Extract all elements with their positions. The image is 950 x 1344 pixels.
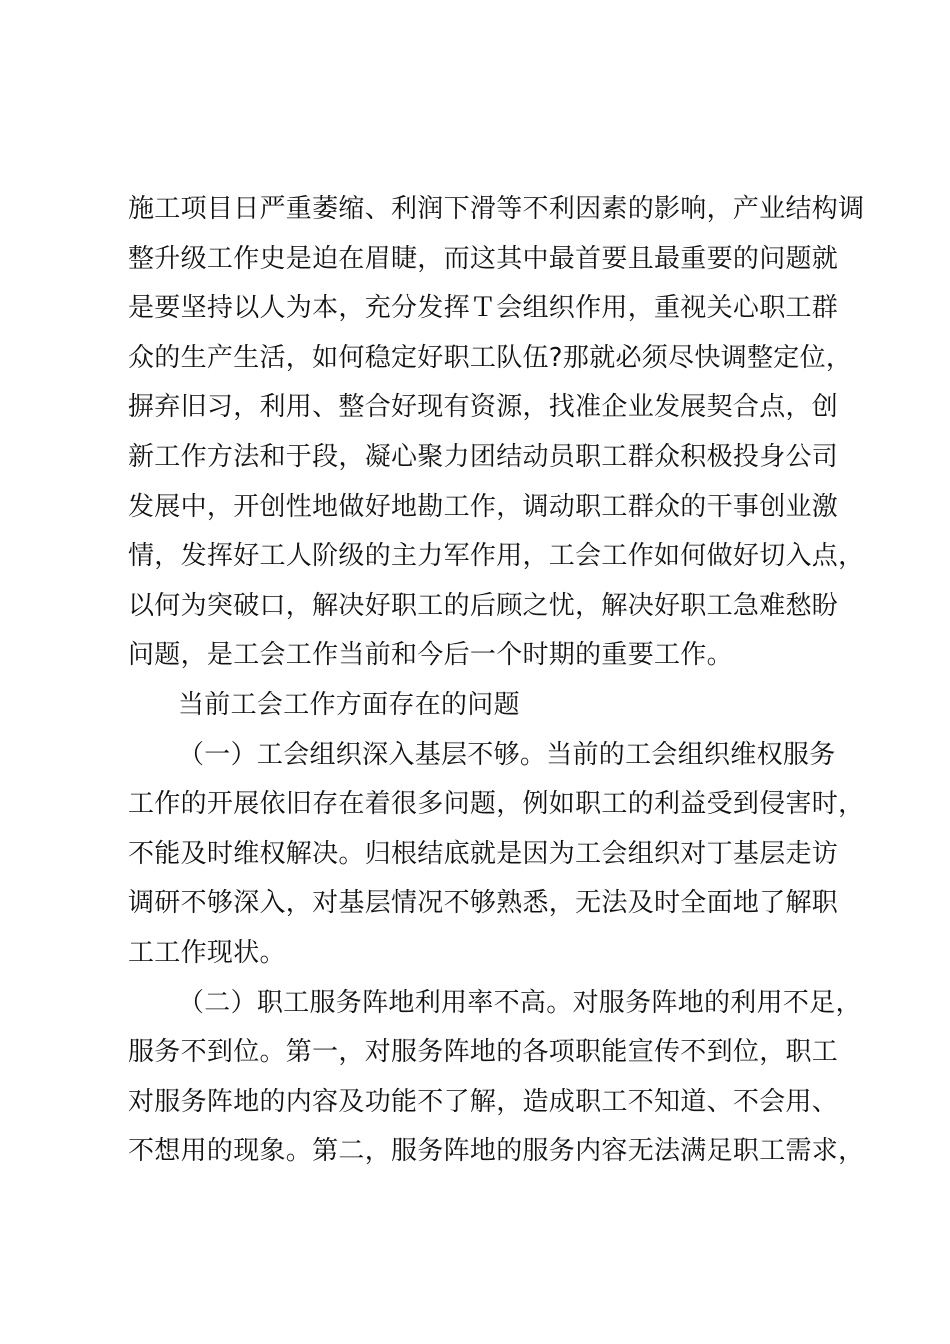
paragraph-start: （二）职工服务阵地利用率不高。对服务阵地的利用不足，	[178, 987, 862, 1018]
text-line: 摒弃旧习，利用、整合好现有资源，找准企业发展契合点，创	[128, 392, 839, 423]
text-line: 情，发挥好工人阶级的主力军作用，工会工作如何做好切入点，	[128, 541, 865, 572]
text-line: 新工作方法和于段，凝心聚力团结动员职工群众积极投身公司	[128, 441, 839, 472]
text-line: 调研不够深入，对基层情况不够熟悉，无法及时全面地了解职	[128, 888, 839, 919]
text-line: 工工作现状。	[128, 937, 286, 968]
text-line: 不想用的现象。第二，服务阵地的服务内容无法满足职工需求，	[128, 1136, 865, 1167]
text-line: 是要坚持以人为本，充分发挥Ｔ会组织作用，重视关心职工群	[128, 293, 839, 324]
text-line: 问题，是工会工作当前和今后一个时期的重要工作。	[128, 640, 733, 671]
text-line: 施工项目日严重萎缩、利润下滑等不利因素的影响，产业结构调	[128, 194, 865, 224]
text-line: 对服务阵地的内容及功能不了解，造成职工不知道、不会用、	[128, 1086, 839, 1117]
text-line: 整升级工作史是迫在眉睫，而这其中最首要且最重要的问题就	[128, 243, 839, 274]
text-line: 众的生产生活，如何稳定好职工队伍?那就必须尽快调整定位，	[128, 342, 853, 373]
document-body	[128, 185, 868, 1177]
text-line: 以何为突破口，解决好职工的后顾之忧，解决好职工急难愁盼	[128, 590, 839, 621]
section-heading: 当前工会工作方面存在的问题	[178, 689, 520, 720]
text-line: 服务不到位。第一，对服务阵地的各项职能宣传不到位，职工	[128, 1037, 839, 1068]
text-line: 不能及时维权解决。归根结底就是因为工会组织对丁基层走访	[128, 838, 839, 869]
text-line: 工作的开展依旧存在着很多问题，例如职工的利益受到侵害时，	[128, 789, 865, 820]
text-line: 发展中，开创性地做好地勘工作，调动职工群众的干事创业激	[128, 491, 839, 522]
paragraph-start: （一）工会组织深入基层不够。当前的工会组织维权服务	[178, 739, 836, 770]
